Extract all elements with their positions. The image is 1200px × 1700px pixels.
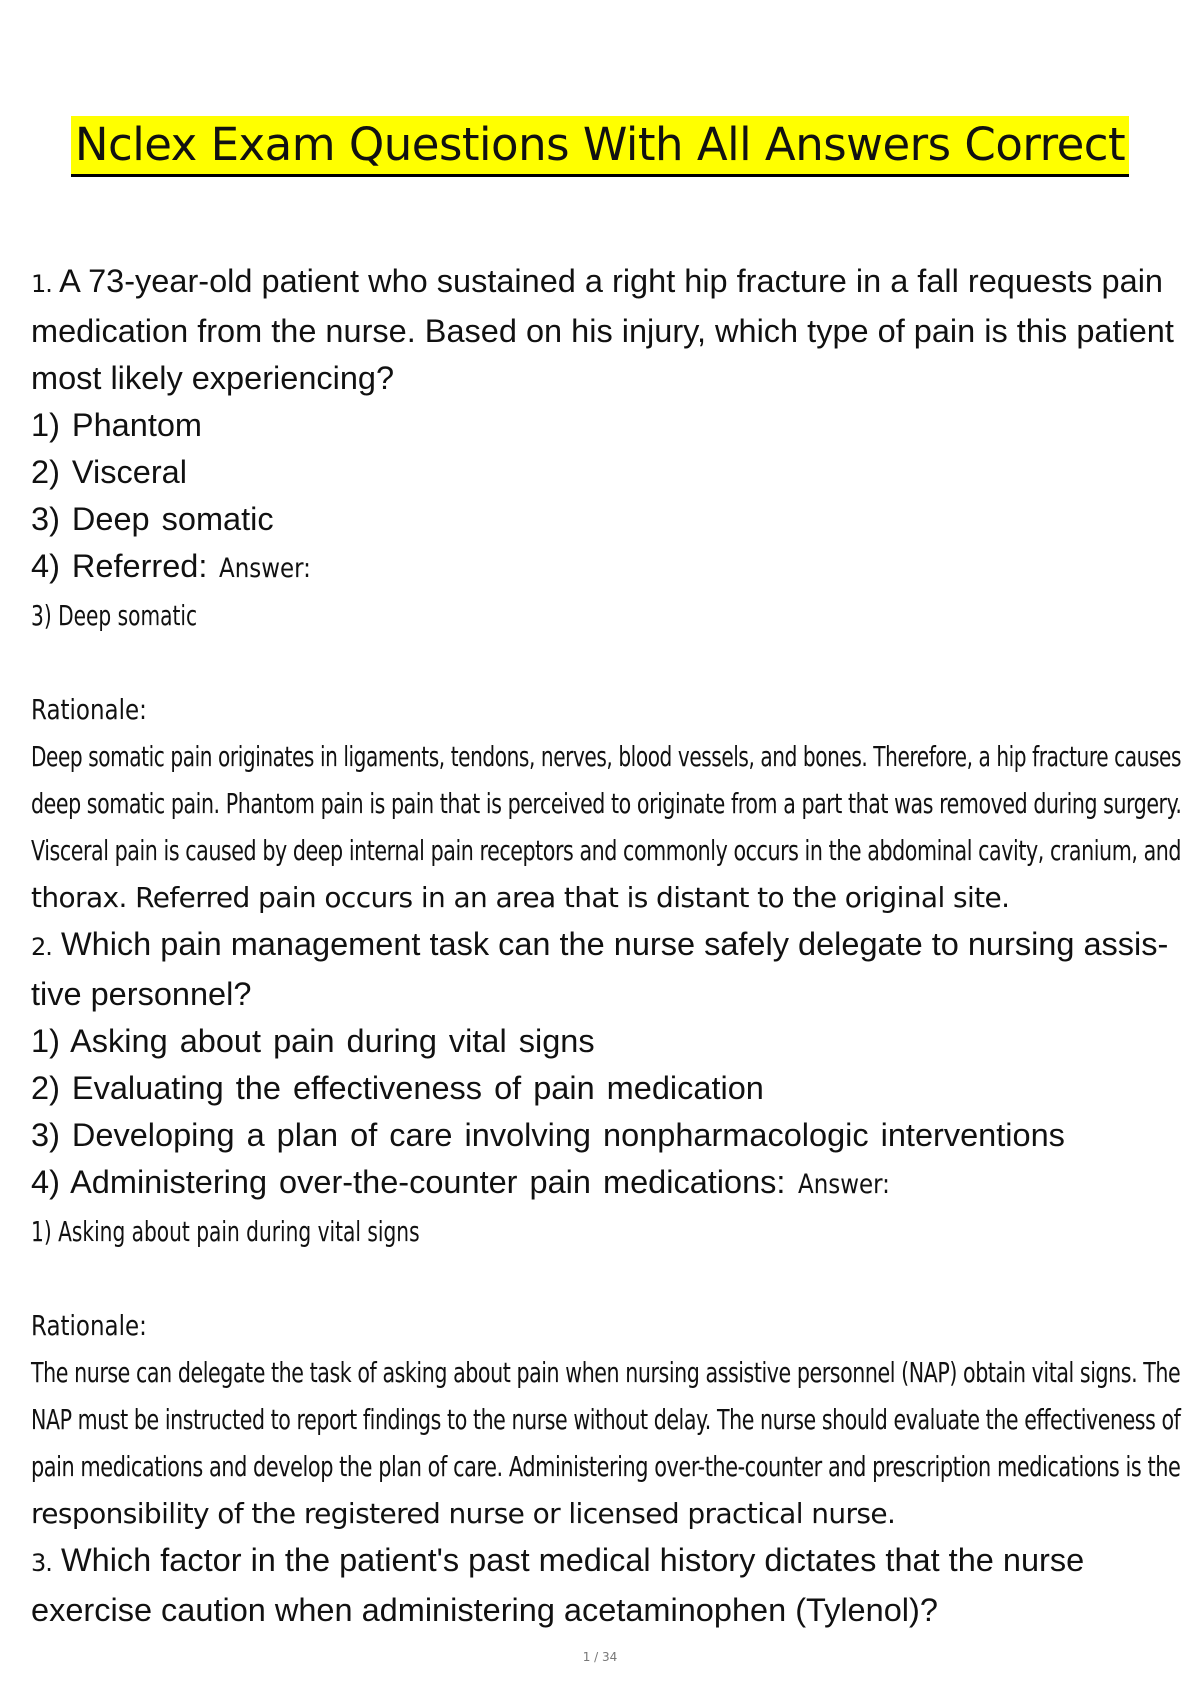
- question-2-line: [31, 921, 1181, 971]
- question-3-line: [31, 1537, 1181, 1587]
- rationale-line: The nurse can delegate the task of asking about pain when nursing assistive personnel (NAP) obtain vital signs. The: [31, 1356, 1181, 1389]
- spacer: [31, 1255, 1181, 1302]
- option: 4) Administering over-the-counter pain medications:: [31, 1164, 786, 1200]
- option: 1) Asking about pain during vital signs: [31, 1023, 595, 1059]
- question-3-line: exercise caution when administering acetaminophen (Tylenol)?: [31, 1592, 938, 1628]
- question-number: 1.: [31, 270, 52, 298]
- answer: 1) Asking about pain during vital signs: [31, 1215, 420, 1248]
- option: 3) Developing a plan of care involving nonpharmacologic interventions: [31, 1117, 1065, 1153]
- question-2-line: tive personnel?: [31, 976, 252, 1012]
- rationale-line: pain medications and develop the plan of care. Administering over-the-counter and prescription medications is the: [31, 1450, 1181, 1483]
- rationale-label: Rationale:: [31, 1309, 147, 1342]
- question-1-line: [31, 258, 1181, 308]
- rationale-line: responsibility of the registered nurse or licensed practical nurse.: [31, 1497, 896, 1530]
- question-number: 2.: [31, 933, 52, 961]
- rationale-label: Rationale:: [31, 693, 147, 726]
- option: 4) Referred:: [31, 548, 208, 584]
- option: 2) Visceral: [31, 454, 187, 490]
- rationale-line: thorax. Referred pain occurs in an area that is distant to the original site.: [31, 881, 1010, 914]
- page-number: 1 / 34: [582, 1650, 618, 1664]
- question-text: Which factor in the patient's past medical history dictates that the nurse: [60, 1542, 1085, 1578]
- rationale-line: Visceral pain is caused by deep internal pain receptors and commonly occurs in the abdominal cavity, cranium, and: [31, 834, 1182, 867]
- option: 2) Evaluating the effectiveness of pain medication: [31, 1070, 764, 1106]
- question-text: A 73-year-old patient who sustained a right hip fracture in a fall requests pain: [59, 263, 1163, 299]
- rationale-line: Deep somatic pain originates in ligaments, tendons, nerves, blood vessels, and bones. Therefore, a hip fracture causes: [31, 740, 1181, 773]
- answer: 3) Deep somatic: [31, 599, 198, 632]
- option: 3) Deep somatic: [31, 501, 274, 537]
- rationale-line: deep somatic pain. Phantom pain is pain that is perceived to originate from a part that was removed during surgery.: [31, 787, 1182, 820]
- spacer: [31, 639, 1181, 686]
- question-1-line: medication from the nurse. Based on his injury, which type of pain is this patient: [31, 313, 1174, 349]
- document-title: Nclex Exam Questions With All Answers Correct: [71, 116, 1129, 177]
- option-with-answer-label: [31, 1159, 1181, 1208]
- document-content: [31, 258, 1181, 1634]
- option-with-answer-label: [31, 543, 1181, 592]
- rationale-line: NAP must be instructed to report findings to the nurse without delay. The nurse should evaluate the effectiveness of: [31, 1403, 1181, 1436]
- question-text: Which pain management task can the nurse safely delegate to nursing assis-: [60, 926, 1169, 962]
- question-1-line: most likely experiencing?: [31, 360, 395, 396]
- option: 1) Phantom: [31, 407, 203, 443]
- question-number: 3.: [31, 1549, 52, 1577]
- answer-label: Answer:: [219, 553, 312, 584]
- answer-label: Answer:: [797, 1169, 890, 1200]
- title-container: [0, 116, 1200, 177]
